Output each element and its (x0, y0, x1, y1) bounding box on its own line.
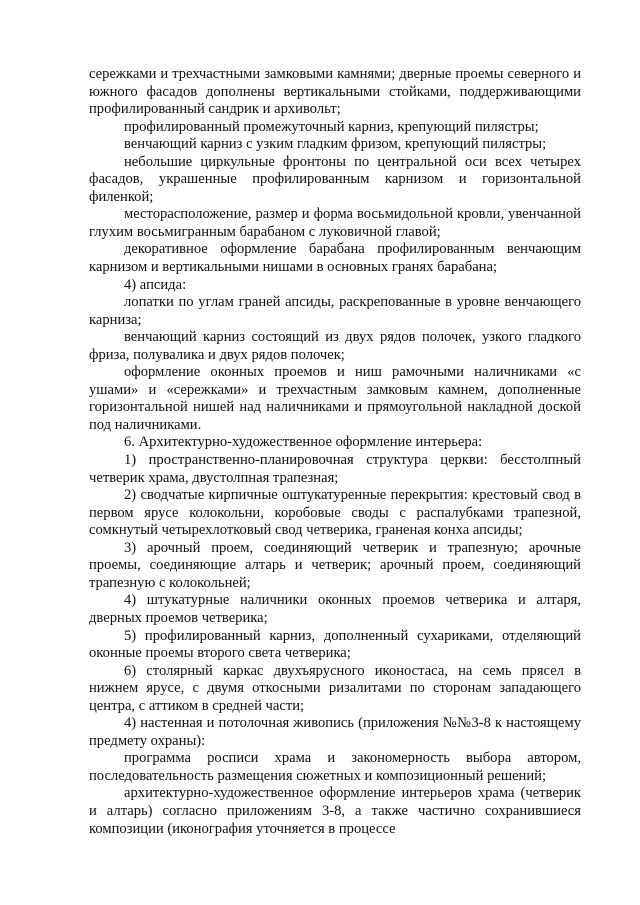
paragraph: архитектурно-художественное оформление интерьеров храма (четверик и алтарь) согласно приложениям 3-8, а также частично сохранившиеся композиции (иконография уточняется в процессе (89, 785, 581, 837)
paragraph: венчающий карниз с узким гладким фризом, крепующий пилястры; (124, 136, 547, 153)
paragraph: сережками и трехчастными замковыми камнями; дверные проемы северного и южного фасадов дополнены вертикальными стойками, поддерживающими профилированный сандрик и архивольт; (89, 66, 581, 118)
paragraph: программа росписи храма и закономерность выбора автором, последовательность размещения сюжетных и композиционный решений; (89, 750, 581, 784)
paragraph: месторасположение, размер и форма восьмидольной кровли, увенчанной глухим восьмигранным барабаном с луковичной главой; (89, 206, 581, 240)
paragraph: оформление оконных проемов и ниш рамочными наличниками «с ушами» и «сережками» и трехчастным замковым камнем, дополненные горизонтальной нишей над наличниками и прямоугольной накладной доской под наличниками. (89, 364, 581, 433)
section-heading: 4) апсида: (124, 276, 187, 293)
paragraph: 3) арочный проем, соединяющий четверик и трапезную; арочные проемы, соединяющие алтарь и четверик; арочный проем, соединяющий трапезную с колокольней; (89, 539, 581, 591)
paragraph: небольшие циркульные фронтоны по центральной оси всех четырех фасадов, украшенные профилированным карнизом и горизонтальной филенкой; (89, 153, 581, 205)
paragraph: 2) сводчатые кирпичные оштукатуренные перекрытия: крестовый свод в первом ярусе колокольни, коробовые своды с распалубками трапезной, сомкнутый четырехлотковый свод четверика, граненая конха апсиды; (89, 487, 581, 539)
document-body (89, 66, 581, 838)
paragraph: 4) штукатурные наличники оконных проемов четверика и алтаря, дверных проемов четверика; (89, 592, 581, 626)
paragraph: 6) столярный каркас двухъярусного иконостаса, на семь прясел в нижнем ярусе, с двумя откосными ризалитами по сторонам западающего центра, с аттиком в средней части; (89, 662, 581, 714)
section-heading: 6. Архитектурно-художественное оформление интерьера: (124, 434, 483, 451)
paragraph: 5) профилированный карниз, дополненный сухариками, отделяющий оконные проемы второго света четверика; (89, 627, 581, 662)
paragraph: венчающий карниз состоящий из двух рядов полочек, узкого гладкого фриза, полувалика и двух рядов полочек; (89, 329, 581, 363)
paragraph: декоративное оформление барабана профилированным венчающим карнизом и вертикальными нишами в основных гранях барабана; (89, 241, 581, 276)
paragraph: профилированный промежуточный карниз, крепующий пилястры; (124, 118, 539, 135)
paragraph: лопатки по углам граней апсиды, раскрепованные в уровне венчающего карниза; (89, 294, 581, 328)
paragraph: 1) пространственно-планировочная структура церкви: бесстолпный четверик храма, двустолпная трапезная; (89, 452, 581, 486)
paragraph: 4) настенная и потолочная живопись (приложения №№3-8 к настоящему предмету охраны): (89, 715, 581, 749)
